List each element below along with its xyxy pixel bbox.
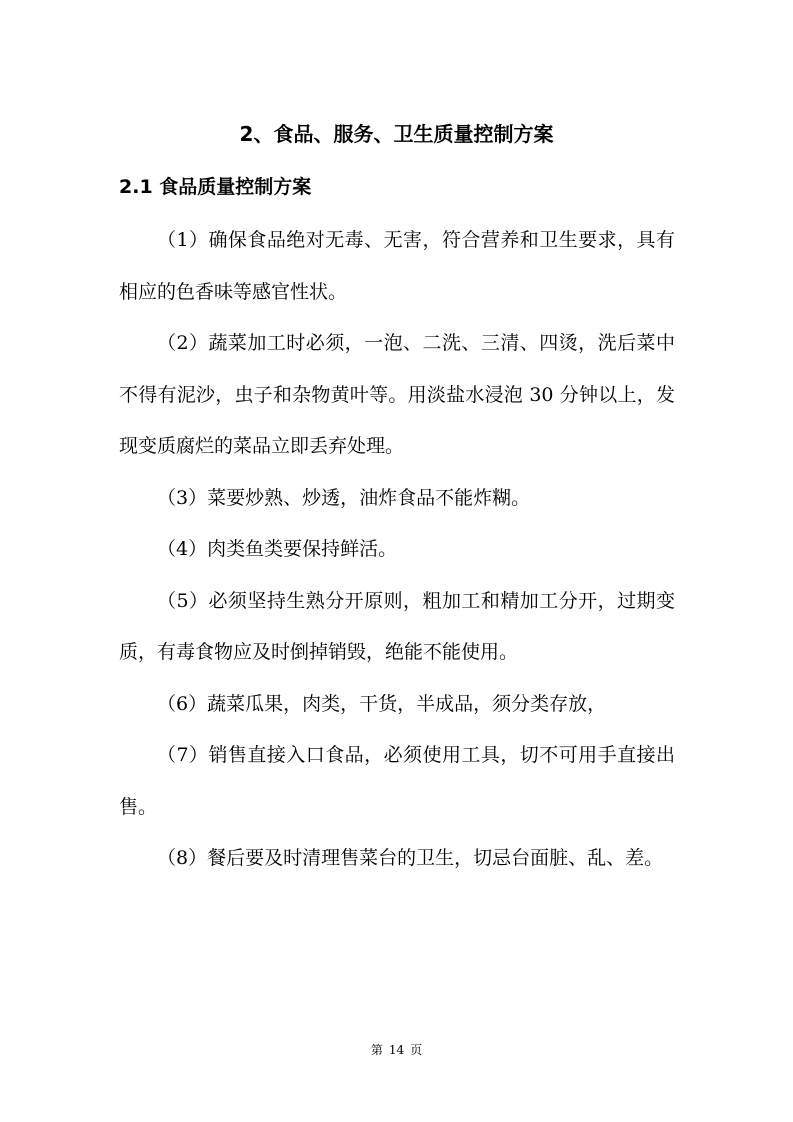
section-heading: 2、食品、服务、卫生质量控制方案 <box>239 122 554 146</box>
body-text <box>119 215 675 885</box>
page-number: 14 <box>388 1043 405 1057</box>
paragraph-5: （5）必须坚持生熟分开原则，粗加工和精加工分开，过期变质，有毒食物应及时倒掉销毁，绝能不能使用。 <box>119 589 675 663</box>
page-footer <box>0 1041 793 1059</box>
paragraph-2: （2）蔬菜加工时必须，一泡、二洗、三清、四烫，洗后菜中不得有泥沙，虫子和杂物黄叶等。用淡盐水浸泡 30 分钟以上，发现变质腐烂的菜品立即丢弃处理。 <box>119 332 675 457</box>
paragraph-1: （1）确保食品绝对无毒、无害，符合营养和卫生要求，具有相应的色香味等感官性状。 <box>119 229 675 303</box>
paragraph-8: （8）餐后要及时清理售菜台的卫生，切忌台面脏、乱、差。 <box>157 847 664 869</box>
page-number-prefix: 第 <box>370 1043 383 1057</box>
paragraph-7: （7）销售直接入口食品，必须使用工具，切不可用手直接出售。 <box>119 744 675 818</box>
paragraph-4: （4）肉类鱼类要保持鲜活。 <box>157 538 398 560</box>
subsection-heading: 2.1 食品质量控制方案 <box>119 176 312 198</box>
paragraph-6: （6）蔬菜瓜果，肉类，干货，半成品，须分类存放， <box>157 692 607 715</box>
paragraph-3: （3）菜要炒熟、炒透，油炸食品不能炸糊。 <box>157 486 531 509</box>
page-number-suffix: 页 <box>410 1043 423 1057</box>
